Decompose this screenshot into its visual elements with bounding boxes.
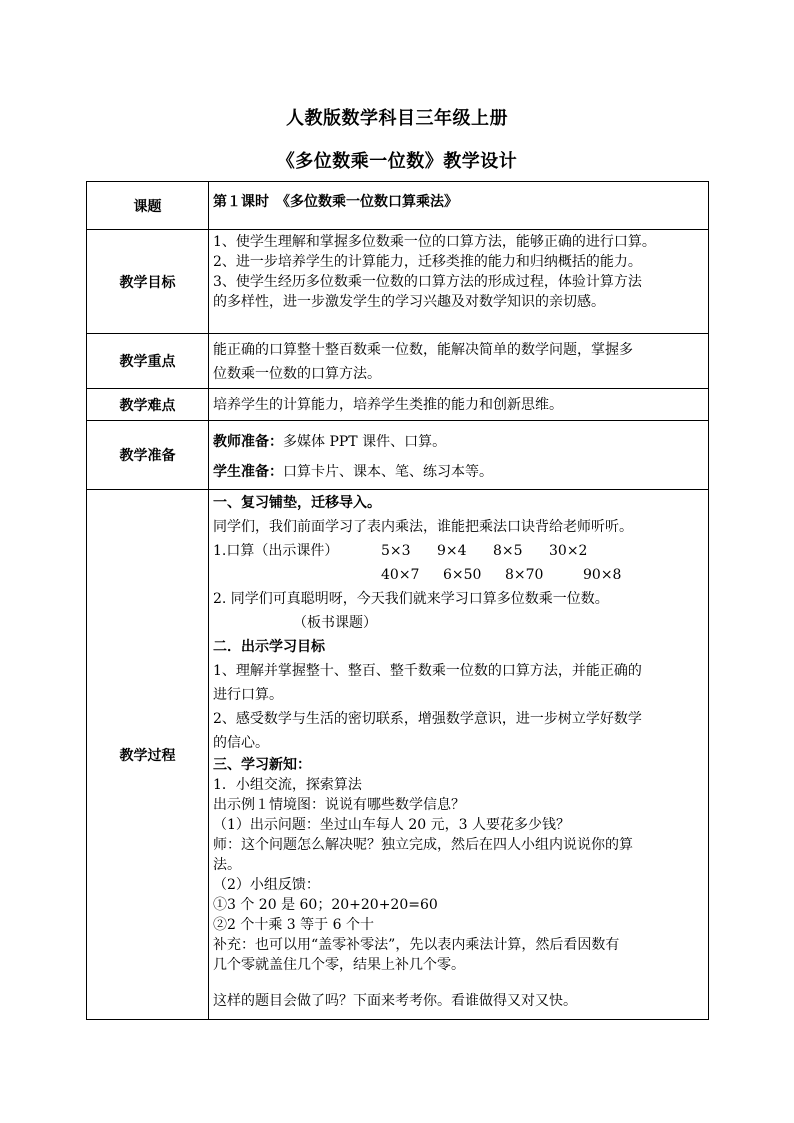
calc-item: 90×8 [583,567,622,583]
section-3-line: 出示例１情境图：说说有哪些数学信息？ [213,797,465,813]
document-title: 人教版数学科目三年级上册 [286,108,508,129]
difficulty-content [209,389,709,421]
section-2-line: 2、感受数学与生活的密切联系，增强数学意识，进一步树立学好数学 [213,711,642,727]
calc-item: 8×5 [493,543,523,559]
student-prep [213,457,704,487]
calc-item: 6×50 [443,567,482,583]
table-row-difficulty [87,389,709,421]
calc-item: 8×70 [505,567,544,583]
teacher-prep-text: 多媒体 PPT 课件、口算。 [283,434,447,450]
student-prep-head: 学生准备： [213,464,283,480]
goals-content [209,230,709,334]
section-2-line: 的信心。 [213,735,269,751]
label-process: 教学过程 [87,490,209,1020]
key-content [209,334,709,389]
section-3-line: 补充：也可以用“盖零补零法”，先以表内乘法计算，然后看因数有 [213,937,620,953]
difficulty-text: 培养学生的计算能力，培养学生类推的能力和创新思维。 [213,396,563,413]
section-2-line: 进行口算。 [213,687,283,703]
goal-line: 2、进一步培养学生的计算能力，迁移类推的能力和归纳概括的能力。 [213,254,642,270]
label-prep: 教学准备 [87,421,209,490]
section-3-line: 法。 [213,857,241,873]
prep-content [209,421,709,490]
key-line: 位数乘一位数的口算方法。 [213,366,381,382]
label-topic: 课题 [87,182,209,230]
section-1-p3: （板书课题） [293,615,377,631]
calc-row-2 [213,563,704,587]
table-row-prep [87,421,709,490]
table-row-key [87,334,709,389]
section-3-line: ①3 个 20 是 60；20+20+20=60 [213,897,438,913]
section-1-p2: 2. 同学们可真聪明呀，今天我们就来学习口算多位数乘一位数。 [213,591,609,607]
section-3-line: ②2 个十乘 3 等于 6 个十 [213,917,374,933]
section-3-line: 师：这个问题怎么解决呢？独立完成，然后在四人小组内说说你的算 [213,837,633,853]
section-2-title: 二．出示学习目标 [213,639,325,655]
goal-line: 的多样性，进一步激发学生的学习兴趣及对数学知识的亲切感。 [213,294,605,310]
key-line: 能正确的口算整十整百数乘一位数，能解决简单的数学问题，掌握多 [213,342,633,358]
table-row-process [87,490,709,1020]
calc-item: 40×7 [381,567,420,583]
calc-head: 1.口算（出示课件） [213,543,339,559]
label-goals: 教学目标 [87,230,209,334]
section-1-title: 一、复习铺垫，迁移导入。 [213,495,381,511]
calc-row-1 [213,539,704,563]
calc-item: 5×3 [381,543,411,559]
section-3-line: 1．小组交流，探索算法 [213,777,362,793]
section-2-line: 1、理解并掌握整十、整百、整千数乘一位数的口算方法，并能正确的 [213,663,642,679]
goal-line: 1、使学生理解和掌握多位数乘一位的口算方法，能够正确的进行口算。 [213,234,656,250]
calc-item: 30×2 [549,543,588,559]
section-3-line: 这样的题目会做了吗？下面来考考你。看谁做得又对又快。 [213,993,577,1009]
student-prep-text: 口算卡片、课本、笔、练习本等。 [283,464,493,480]
section-1-intro: 同学们，我们前面学习了表内乘法，谁能把乘法口诀背给老师听听。 [213,519,633,535]
section-3-line: （1）出示问题：坐过山车每人 20 元，3 人要花多少钱？ [213,817,570,833]
table-row-goals [87,230,709,334]
process-content [209,490,709,1020]
teacher-prep-head: 教师准备： [213,434,283,450]
topic-value [209,182,709,230]
lesson-plan-table [86,181,709,1020]
calc-item: 9×4 [437,543,467,559]
table-row-topic [87,182,709,230]
label-key: 教学重点 [87,334,209,389]
section-3-title: 三、学习新知： [213,757,311,773]
goal-line: 3、使学生经历多位数乘一位数的口算方法的形成过程，体验计算方法 [213,274,642,290]
section-3-line: （2）小组反馈： [213,877,320,893]
topic-text: 第１课时 《多位数乘一位数口算乘法》 [213,194,458,210]
document-subtitle: 《多位数乘一位数》教学设计 [276,151,518,172]
section-3-line: 几个零就盖住几个零，结果上补几个零。 [213,957,465,973]
label-difficulty: 教学难点 [87,389,209,421]
teacher-prep [213,427,704,457]
